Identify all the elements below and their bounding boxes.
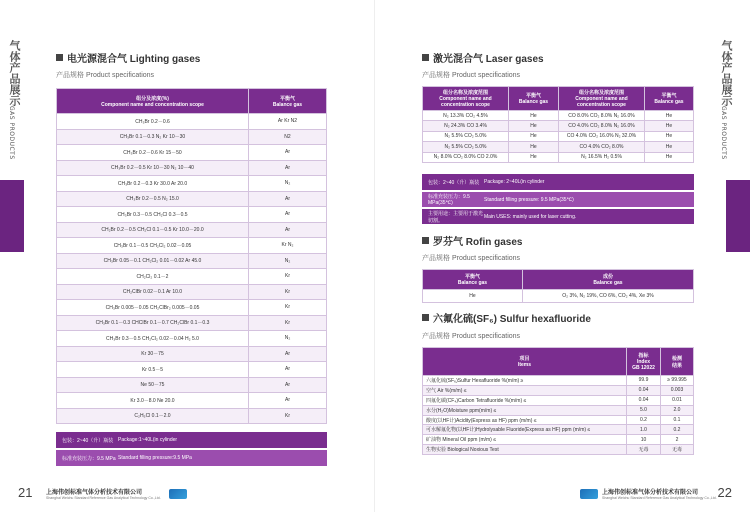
table-cell: CH₃Br 0.2－0.6 Kr 15－50: [57, 145, 249, 161]
table-cell: 5.0: [627, 405, 661, 415]
table-row: [57, 269, 327, 285]
table-cell: CH₃Br 0.2－0.5 N₂ 15.0: [57, 191, 249, 207]
bullet-square-icon: [422, 54, 429, 61]
laser-spec-label: 产品规格 Product specifications: [422, 72, 521, 79]
table-cell: He: [645, 142, 694, 152]
table-cell: N₂ 5.5% CO₂ 5.0%: [423, 142, 509, 152]
company-name-en: Shanghai Weichu Standard Reference Gas Analytical Technology Co.,Ltd.: [46, 496, 161, 500]
table-cell: 生物实验 Biological Noxious Test: [423, 445, 627, 455]
table-cell: 99.9: [627, 376, 661, 386]
table-row: [423, 142, 694, 152]
table-row: [423, 131, 694, 141]
rofin-spec-label: 产品规格 Product specifications: [422, 255, 521, 262]
table-cell: He: [509, 152, 559, 162]
table-cell: He: [645, 152, 694, 162]
header-balance: 平衡气 Balance gas: [249, 89, 327, 114]
table-cell: Ar Kr N2: [249, 114, 327, 130]
bullet-square-icon: [422, 314, 429, 321]
table-row: [57, 160, 327, 176]
table-row: [57, 222, 327, 238]
table-row: [57, 284, 327, 300]
table-cell: Kr 3.0－8.0 Ne 20.0: [57, 393, 249, 409]
table-row: [423, 111, 694, 121]
table-cell: Ar: [249, 222, 327, 238]
table-cell: He: [509, 121, 559, 131]
vertical-title: [720, 40, 742, 160]
right-page: [375, 0, 750, 512]
table-cell: CH₂Br 0.2－0.5 CH₂Cl 0.1－0.5 Kr 10.0－20.0: [57, 222, 249, 238]
rofin-composition: O₂ 3%, N₂ 19%, CO 6%, CO₂ 4%, Xe 3%: [523, 290, 694, 303]
table-row: [423, 415, 694, 425]
table-cell: 可水解氟化物(以HF计)Hydrolysable Fluoride(Express as HF) ppm (m/m) ≤: [423, 425, 627, 435]
page-number: 21: [18, 485, 33, 500]
laser-uses-info: 主要用途：主要用于激光切割。 Main USES: mainly used for laser cutting.: [422, 209, 694, 224]
table-cell: 四氟化碳(CF₄)Carbon Tetrafluoride %(m/m) ≤: [423, 395, 627, 405]
footer-company: [580, 487, 717, 500]
vertical-title-en: GAS PRODUCTS: [8, 106, 15, 160]
table-cell: N₂ 5.5% CO₂ 5.0%: [423, 131, 509, 141]
table-cell: 无毒: [627, 445, 661, 455]
table-row: [57, 238, 327, 254]
table-row: [423, 395, 694, 405]
rofin-balance: He: [423, 290, 523, 303]
pressure-info: 标准充装压力：9.5 MPa Standard filling pressure:9.5 MPa: [56, 450, 327, 466]
rofin-section-title: 罗芬气 Rofin gases: [422, 233, 522, 248]
company-name-cn: 上海伟创标准气体分析技术有限公司: [46, 490, 143, 496]
table-cell: 10: [627, 435, 661, 445]
table-row: [57, 377, 327, 393]
table-cell: N₂: [249, 176, 327, 192]
table-cell: Kr: [249, 284, 327, 300]
table-cell: CH₃Br 0.1－0.5 CH₂Cl₂ 0.02－0.05: [57, 238, 249, 254]
table-row: [57, 300, 327, 316]
table-cell: CH₃Br 0.2－0.3 Kr 30.0 Ar 20.0: [57, 176, 249, 192]
table-cell: 酸度(以HF计)Acidity(Express as HF) ppm (m/m) ≤: [423, 415, 627, 425]
table-cell: 0.1: [661, 415, 694, 425]
table-cell: 水分(H₂O)Moisture ppm(m/m) ≤: [423, 405, 627, 415]
bullet-square-icon: [56, 54, 63, 61]
laser-package-info: 包装：2~40（升）瓶装 Package: 2~40L(in cylinder: [422, 174, 694, 190]
table-row: [423, 435, 694, 445]
side-tab: [0, 180, 24, 252]
table-row: [57, 207, 327, 223]
table-cell: 无毒: [661, 445, 694, 455]
table-cell: 0.2: [627, 415, 661, 425]
footer-company: [46, 487, 191, 500]
table-row: [423, 152, 694, 162]
table-cell: 2: [661, 435, 694, 445]
table-cell: 矿油物 Mineral Oil ppm (m/m) ≤: [423, 435, 627, 445]
table-row: [57, 114, 327, 130]
table-cell: CH₃Br 0.1－0.3 N₂ Kr 10－30: [57, 129, 249, 145]
table-cell: CO 4.0% CO₂ 16.0% N₂ 32.0%: [559, 131, 645, 141]
table-cell: 1.0: [627, 425, 661, 435]
table-row: [57, 346, 327, 362]
table-cell: CO 4.0% CO₂ 8.0%: [559, 142, 645, 152]
table-cell: 0.04: [627, 395, 661, 405]
sf6-spec-label: 产品规格 Product specifications: [422, 333, 521, 340]
table-row: [57, 362, 327, 378]
table-row: [423, 445, 694, 455]
sf6-table: 项目 Items 指标 Index GB 12022 检测 结果 六氟化硫(SF₆)Sulfur Hexafluoride %(m/m) ≥ 99.9 ≥ 99.995 空气 Air %(m/m) ≤ 0.04 0.003 四氟化碳(CF₄)Carbon Tetrafluoride %(m/m) ≤ 0.04 0.01 水分(H₂O)Moisture ppm(m/m) ≤ 5.0 2.0 酸度(以HF计)Acidity(Express as HF) ppm (m/m) ≤ 0.2 0.1 可水解氟化物(以HF计)Hydrolysable Fluoride(Express as HF) ppm (m/m) ≤ 1.0 0.2 矿油物 Mineral Oil ppm (m/m) ≤ 10 2 生物实验 Biological Noxious Test 无毒 无毒: [422, 347, 694, 455]
table-cell: He: [509, 131, 559, 141]
table-row: [423, 385, 694, 395]
table-cell: He: [645, 131, 694, 141]
table-row: [57, 408, 327, 424]
rofin-gases-table: 平衡气 Balance gas 成份 Balance gas He O₂ 3%, N₂ 19%, CO 6%, CO₂ 4%, Xe 3%: [422, 269, 694, 303]
table-row: [57, 315, 327, 331]
vertical-title-en: GAS PRODUCTS: [720, 106, 727, 160]
spec-label: 产品规格 Product specifications: [56, 72, 155, 79]
table-cell: Kr N₂: [249, 238, 327, 254]
vertical-title-cn: 气体产品展示: [720, 40, 733, 106]
table-cell: Kr: [249, 300, 327, 316]
company-name-en: Shanghai Weichu Standard Reference Gas Analytical Technology Co.,Ltd.: [602, 496, 717, 500]
table-cell: CH₃Br 0.05－0.1 CH₂Cl₂ 0.01－0.02 Ar 45.0: [57, 253, 249, 269]
table-cell: 空气 Air %(m/m) ≤: [423, 385, 627, 395]
table-cell: N2: [249, 129, 327, 145]
table-cell: Ar: [249, 145, 327, 161]
laser-gases-table: 组分名称及浓度范围 Component name and concentration scope 平衡气 Balance gas 组分名称及浓度范围 Component name and concentration scope 平衡气 Balance gas N₂ 13.3% CO₂ 4.5% He CO 8.0% CO₂ 8.0% N₂ 16.0% He N₂ 24.3% CO 3.4% He CO 4.0% CO₂ 8.0% N₂ 16.0% He N₂ 5.5% CO₂ 5.0% He CO 4.0% CO₂ 16.0% N₂ 32.0% He N₂ 5.5% CO₂ 5.0% He CO 4.0% CO₂ 8.0% He N₂ 8.0% CO₂ 8.0% CO 2.0% He N₂ 16.5% H₂ 0.5% He: [422, 86, 694, 163]
table-cell: Ar: [249, 362, 327, 378]
table-cell: CH₃Br 0.2－0.6: [57, 114, 249, 130]
table-cell: ≥ 99.995: [661, 376, 694, 386]
table-row: [57, 145, 327, 161]
table-cell: N₂ 16.5% H₂ 0.5%: [559, 152, 645, 162]
table-cell: CH₂Cl₂ 0.1－2: [57, 269, 249, 285]
table-cell: CO 8.0% CO₂ 8.0% N₂ 16.0%: [559, 111, 645, 121]
company-logo-icon: [169, 489, 187, 499]
table-cell: N₂: [249, 331, 327, 347]
table-cell: 0.2: [661, 425, 694, 435]
side-tab: [726, 180, 750, 252]
table-cell: He: [509, 142, 559, 152]
table-row: [57, 129, 327, 145]
company-name-cn: 上海伟创标准气体分析技术有限公司: [602, 490, 699, 496]
table-cell: He: [645, 121, 694, 131]
table-cell: Ar: [249, 393, 327, 409]
table-cell: Ar: [249, 377, 327, 393]
table-row: [57, 176, 327, 192]
laser-section-title: 激光混合气 Laser gases: [422, 50, 544, 65]
table-cell: Kr 0.5－5: [57, 362, 249, 378]
table-cell: C₂H₅Cl 0.1－2.0: [57, 408, 249, 424]
table-cell: CH₃Br 0.3－0.5 CH₂Cl₂ 0.02－0.04 H₂ 5.0: [57, 331, 249, 347]
table-cell: CH₃Br 0.1－0.3 CHClBr 0.1－0.7 CH₂ClBr 0.1－0.3: [57, 315, 249, 331]
table-cell: CH₃Br 0.005－0.05 CH₂ClBr₂ 0.005－0.05: [57, 300, 249, 316]
sf6-section-title: 六氟化硫(SF₆) Sulfur hexafluoride: [422, 310, 591, 325]
table-cell: Kr: [249, 408, 327, 424]
table-cell: He: [509, 111, 559, 121]
table-row: [423, 405, 694, 415]
table-cell: 0.04: [627, 385, 661, 395]
table-cell: Ar: [249, 160, 327, 176]
table-cell: He: [645, 111, 694, 121]
table-cell: Ar: [249, 207, 327, 223]
package-info: 包装：2~40（升）瓶装 Package:1~40L(in cylinder: [56, 432, 327, 448]
table-cell: N₂ 8.0% CO₂ 8.0% CO 2.0%: [423, 152, 509, 162]
table-cell: CO 4.0% CO₂ 8.0% N₂ 16.0%: [559, 121, 645, 131]
table-cell: Ar: [249, 346, 327, 362]
laser-pressure-info: 标准充装压力：9.5 MPa(35℃) Standard filling pressure: 9.5 MPa(35℃): [422, 192, 694, 207]
vertical-title-cn: 气体产品展示: [8, 40, 21, 106]
table-cell: Ar: [249, 191, 327, 207]
header-component: 组分及浓度(%) Component name and concentration scope: [57, 89, 249, 114]
table-cell: N₂ 13.3% CO₂ 4.5%: [423, 111, 509, 121]
table-cell: 0.01: [661, 395, 694, 405]
table-row: [423, 425, 694, 435]
table-cell: CH₃Br 0.2－0.5 Kr 10－30 N₂ 10－40: [57, 160, 249, 176]
vertical-title: [8, 40, 30, 160]
table-cell: Kr: [249, 269, 327, 285]
table-row: [57, 331, 327, 347]
table-cell: 2.0: [661, 405, 694, 415]
table-cell: CH₃Br 0.3－0.5 CH₂Cl 0.3－0.5: [57, 207, 249, 223]
table-cell: Ne 50－75: [57, 377, 249, 393]
company-logo-icon: [580, 489, 598, 499]
table-row: [423, 121, 694, 131]
table-cell: CH₂ClBr 0.02－0.1 Ar 10.0: [57, 284, 249, 300]
bullet-square-icon: [422, 237, 429, 244]
table-row: [423, 376, 694, 386]
section-title: 电光源混合气 Lighting gases: [56, 50, 200, 65]
table-cell: Kr 30－75: [57, 346, 249, 362]
table-cell: N₂ 24.3% CO 3.4%: [423, 121, 509, 131]
table-cell: 六氟化硫(SF₆)Sulfur Hexafluoride %(m/m) ≥: [423, 376, 627, 386]
table-row: [57, 253, 327, 269]
table-cell: N₂: [249, 253, 327, 269]
table-cell: 0.003: [661, 385, 694, 395]
table-row: [57, 191, 327, 207]
lighting-gases-table: [56, 88, 327, 424]
table-cell: Kr: [249, 315, 327, 331]
page-number: 22: [717, 485, 732, 500]
table-row: [57, 393, 327, 409]
